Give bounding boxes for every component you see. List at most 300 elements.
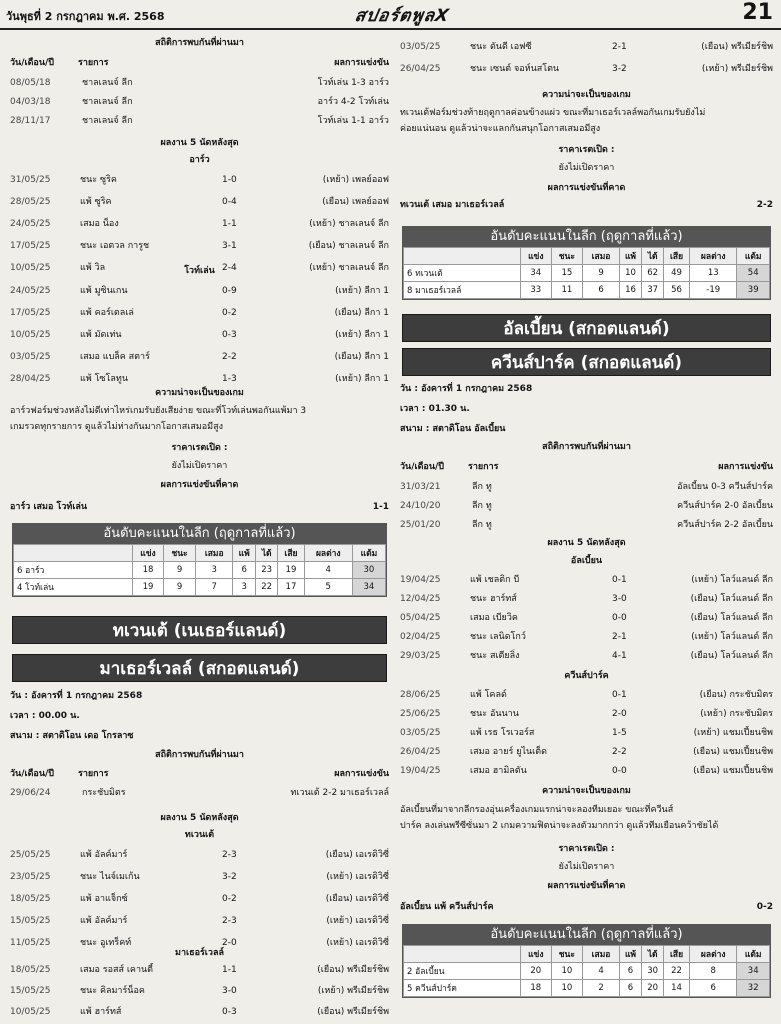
stat-cell: 2 [583, 980, 620, 997]
opponent: แพ้ มูซินเกน [80, 286, 128, 296]
opponent: แพ้ เชลติก บี [470, 575, 520, 585]
opponent: แพ้ อัลค์มาร์ [80, 850, 128, 860]
score: 1-5 [612, 728, 627, 738]
h2h-row [398, 499, 775, 513]
standings-row [14, 562, 386, 579]
header-cell: แข่ง [133, 545, 164, 562]
stat-cell: 18 [521, 980, 551, 997]
prediction-title-text: ผลการแข่งขันที่คาด [160, 480, 239, 490]
opponent: แพ้ มัดเท่น [80, 330, 122, 340]
score: 2-1 [612, 42, 627, 52]
stat-cell: 19 [133, 579, 164, 596]
stat-cell: -19 [690, 282, 737, 299]
stat-cell: 7 [196, 579, 233, 596]
opponent: ชนะ เซนต์ จอห์นสโตน [470, 64, 560, 74]
form-row [8, 914, 391, 928]
h2h-row [398, 518, 775, 532]
header-cell: ชนะ [551, 946, 583, 963]
opponent: แพ้ วิล [80, 263, 106, 273]
stat-cell: 8 [690, 963, 737, 980]
match-date: 28/06/25 [400, 690, 441, 700]
form-title-text: ผลงาน 5 นัดหลังสุด [160, 813, 239, 823]
prediction-title [8, 478, 391, 492]
match-date: 31/05/25 [10, 175, 51, 185]
team-heading [8, 153, 391, 167]
score: 3-2 [612, 64, 627, 74]
stat-cell: 6 [619, 980, 641, 997]
probability-text [398, 819, 775, 833]
form-title [8, 811, 391, 825]
match-date: 12/04/25 [400, 594, 441, 604]
opponent: ชนะ ดันดี เอฟซี [470, 42, 532, 52]
page-header [0, 0, 781, 30]
score: 0-0 [612, 766, 627, 776]
odds-value-text: ยังไม่เปิดราคา [558, 862, 615, 872]
stat-cell: 22 [256, 579, 278, 596]
prediction-title-text: ผลการแข่งขันที่คาด [547, 183, 626, 193]
form-title [398, 536, 775, 550]
opponent: ชนะ อูเทร็คท์ [80, 938, 132, 948]
opponent: เสมอ ฮามิลตัน [470, 766, 527, 776]
form-row [8, 372, 391, 386]
venue-competition: (เยือน) เพลย์ออฟ [322, 197, 389, 207]
prediction-title [398, 181, 775, 195]
form-row [398, 764, 775, 778]
stat-cell: 9 [163, 579, 195, 596]
venue-competition: (เยือน) เอเรดิวิซี่ [325, 894, 389, 904]
stat-cell: 11 [551, 282, 583, 299]
probability-title-text: ความน่าจะเป็นของเกม [542, 90, 631, 100]
stat-cell: 16 [619, 282, 641, 299]
stat-cell: 13 [690, 265, 737, 282]
match-date: 26/04/25 [400, 64, 441, 74]
probability-text-text: ทเวนเต้ฟอร์มช่วงท้ายฤดูกาลค่อนข้างแผ่ว ขณะที่มาเธอร์เวลล์พอกันเกมรับยังไม่ [400, 108, 706, 118]
header-cell: ชนะ [551, 248, 583, 265]
venue-competition: (เหย้า) ชาลเลนจ์ ลีก [309, 263, 389, 273]
probability-text-text: เกมรวดทุกรายการ ดูแล้วไม่ห่างกันมากโอกาสเสมอมีสูง [10, 422, 223, 432]
score: 2-3 [222, 916, 237, 926]
event-name: กระชับมิตร [82, 788, 126, 798]
venue-competition: (เหย้า) พรีเมียร์ชิพ [701, 64, 773, 74]
form-row [398, 726, 775, 740]
match-date: 10/05/25 [10, 330, 51, 340]
form-row [398, 630, 775, 644]
form-row [8, 328, 391, 342]
predicted-result: อัลเบี้ยน แพ้ ควีนส์ปาร์ค [400, 902, 494, 912]
probability-text-text: อัลเบี้ยนที่มาจากลีกรองอุ่นเครื่องเกมแรกน่าจะลองทีมเยอะ ขณะที่ควีนส์ [400, 805, 674, 815]
venue-competition: (เยือน) ชาลเลนจ์ ลีก [308, 241, 389, 251]
form-row [398, 592, 775, 606]
standings-row [14, 579, 386, 596]
event-name: ลีก ทู [472, 501, 492, 511]
header-cell: เสมอ [583, 248, 620, 265]
team-heading [398, 669, 775, 683]
predicted-result: อาร์ว เสมอ โวท์เล่น [10, 502, 88, 512]
opponent: เสมอ น็อง [80, 219, 119, 229]
opponent: ชนะ คิลมาร์น็อค [80, 986, 145, 996]
h2h-title-text: สถิติการพบกันที่ผ่านมา [155, 38, 244, 48]
form-title-text: ผลงาน 5 นัดหลังสุด [547, 538, 626, 548]
match-date-line [398, 382, 775, 396]
score: 2-1 [612, 632, 627, 642]
h2h-title [8, 748, 391, 762]
stat-cell: 23 [256, 562, 278, 579]
stat-cell: 34 [352, 579, 385, 596]
form-row [8, 350, 391, 364]
match-date: 25/05/25 [10, 850, 51, 860]
header-cell: ได้ [642, 248, 664, 265]
stat-cell: 6 [690, 980, 737, 997]
probability-text [398, 122, 775, 136]
opponent: เสมอ อายร์ ยูไนเต็ด [470, 747, 547, 757]
form-row [398, 62, 775, 76]
odds-title-text: ราคาเรตเปิด : [558, 844, 615, 854]
opponent: แพ้ โคลด์ [470, 690, 507, 700]
stat-cell: 22 [664, 963, 690, 980]
form-row [8, 984, 391, 998]
form-row [8, 1005, 391, 1019]
match-date: 15/05/25 [10, 916, 51, 926]
stat-cell: 34 [521, 265, 551, 282]
match-result: ทเวนเต้ 2-2 มาเธอร์เวลล์ [290, 788, 389, 798]
form-row [398, 573, 775, 587]
score: 0-4 [222, 197, 237, 207]
score: 2-0 [222, 938, 237, 948]
h2h-column-headers [8, 767, 391, 781]
form-row [398, 611, 775, 625]
h2h-column-headers [398, 460, 775, 474]
match-date: 11/05/25 [10, 938, 51, 948]
team-cell: 6 ทเวนเต้ [404, 265, 521, 282]
form-row [8, 195, 391, 209]
stat-cell: 10 [551, 980, 583, 997]
header-cell: แต้ม [737, 946, 770, 963]
probability-title [398, 88, 775, 102]
match-date: 29/03/25 [400, 651, 441, 661]
score: 2-3 [222, 850, 237, 860]
header-cell [404, 248, 521, 265]
stat-cell: 30 [352, 562, 385, 579]
match-date: 18/05/25 [10, 894, 51, 904]
match-date-line-text: วัน : อังคารที่ 1 กรกฎาคม 2568 [10, 691, 143, 701]
team-heading [8, 828, 391, 842]
col-result-header: ผลการแข่งขัน [334, 58, 389, 68]
form-row [8, 870, 391, 884]
h2h-row [8, 114, 391, 128]
stat-cell: 34 [737, 963, 770, 980]
score: 2-2 [612, 747, 627, 757]
stat-cell: 9 [163, 562, 195, 579]
col-event-header: รายการ [78, 769, 109, 779]
opponent: แพ้ อาแจ็กซ์ [80, 894, 128, 904]
prediction-title-text: ผลการแข่งขันที่คาด [547, 881, 626, 891]
event-name: ลีก ทู [472, 520, 492, 530]
stat-cell: 18 [133, 562, 164, 579]
score: 0-2 [222, 308, 237, 318]
col-result-header: ผลการแข่งขัน [334, 769, 389, 779]
team-heading-text: มาเธอร์เวลล์ [175, 948, 224, 958]
team-heading [398, 554, 775, 568]
header-cell: เสมอ [583, 946, 620, 963]
score: 1-3 [222, 374, 237, 384]
team-heading-text: อาร์ว [189, 155, 210, 165]
match-banner-home: อัลเบี้ยน (สกอตแลนด์) [402, 314, 771, 342]
score: 3-0 [222, 986, 237, 996]
venue-competition: (เยือน) กระชับมิตร [699, 690, 773, 700]
venue-competition: (เหย้า) เอเรดิวิซี่ [326, 916, 389, 926]
team-cell: 2 อัลเบี้ยน [404, 963, 521, 980]
h2h-title [398, 440, 775, 454]
header-cell: แพ้ [619, 946, 641, 963]
match-date: 17/05/25 [10, 241, 51, 251]
event-name: ลีก ทู [472, 482, 492, 492]
predicted-score: 1-1 [372, 502, 389, 512]
team-heading [8, 264, 391, 278]
stat-cell: 6 [619, 963, 641, 980]
match-date: 19/04/25 [400, 766, 441, 776]
match-venue-line-text: สนาม : สตาดิโอน อัลเบี้ยน [400, 424, 506, 434]
standings-table [402, 924, 771, 998]
venue-competition: (เหย้า) ลีกา 1 [335, 286, 389, 296]
score: 0-9 [222, 286, 237, 296]
match-date: 10/05/25 [10, 1007, 51, 1017]
opponent: ชนะ อันนาน [470, 709, 519, 719]
prediction-row [8, 500, 391, 514]
venue-competition: (เหย้า) กระชับมิตร [700, 709, 773, 719]
score: 0-3 [222, 1007, 237, 1017]
probability-text-text: อาร์วฟอร์มช่วงหลังไม่ดีเท่าไหร่เกมรับยังเสียง่าย ขณะที่โวท์เล่นพอกันแพ้มา 3 [10, 406, 307, 416]
stat-cell: 33 [521, 282, 551, 299]
header-cell [14, 545, 133, 562]
venue-competition: (เหย้า) เอเรดิวิซี่ [326, 872, 389, 882]
standings-table [12, 523, 387, 597]
opponent: แพ้ คอร์เตลเล่ [80, 308, 134, 318]
probability-text [8, 420, 391, 434]
score: 3-2 [222, 872, 237, 882]
opponent: ชนะ ซูริค [80, 175, 117, 185]
prediction-row [398, 900, 775, 914]
col-result-header: ผลการแข่งขัน [718, 462, 773, 472]
opponent: ชนะ เลนิดโกว์ [470, 632, 526, 642]
venue-competition: (เหย้า) โลว์แลนด์ ลีก [691, 632, 773, 642]
predicted-result: ทเวนเต้ เสมอ มาเธอร์เวลล์ [400, 200, 505, 210]
match-result: โวท์เล่น 1-3 อาร์ว [317, 78, 389, 88]
match-date: 28/04/25 [10, 374, 51, 384]
opponent: แพ้ อัลค์มาร์ [80, 916, 128, 926]
match-date: 10/05/25 [10, 263, 51, 273]
probability-text [398, 803, 775, 817]
standings-table-title: อันดับคะแนนในลีก (ฤดูกาลที่แล้ว) [13, 524, 386, 544]
match-venue-line [398, 422, 775, 436]
match-result: โวท์เล่น 1-1 อาร์ว [317, 116, 389, 126]
team-heading-text: ทเวนเต้ [184, 830, 215, 840]
odds-title [398, 143, 775, 157]
probability-text [398, 106, 775, 120]
score: 2-0 [612, 709, 627, 719]
stat-cell: 6 [583, 282, 620, 299]
match-date: 24/05/25 [10, 219, 51, 229]
team-heading-text: ควีนส์ปาร์ค [564, 671, 609, 681]
stat-cell: 56 [664, 282, 690, 299]
venue-competition: (เหย้า) เพลย์ออฟ [322, 175, 389, 185]
match-result: ควีนส์ปาร์ค 2-0 อัลเบี้ยน [677, 501, 773, 511]
standings-table [402, 226, 771, 300]
match-date: 17/05/25 [10, 308, 51, 318]
standings-table-title: อันดับคะแนนในลีก (ฤดูกาลที่แล้ว) [403, 925, 770, 945]
header-cell: แพ้ [233, 545, 256, 562]
stat-cell: 39 [737, 282, 770, 299]
probability-text-text: ปาร์ค ลงเล่นพรีซีซั่นมา 2 เกมความฟิตน่าจะลงตัวมากกว่า ดูแล้วทีมเยือนคว้าชัยได้ [400, 821, 719, 831]
event-name: ชาลเลนจ์ ลีก [82, 78, 133, 88]
venue-competition: (เยือน) แชมเปี้ยนชิพ [693, 766, 773, 776]
venue-competition: (เหย้า) ชาลเลนจ์ ลีก [309, 219, 389, 229]
h2h-row [8, 786, 391, 800]
venue-competition: (เหย้า) แชมเปี้ยนชิพ [693, 728, 773, 738]
match-date: 03/05/25 [400, 728, 441, 738]
stat-cell: 62 [642, 265, 664, 282]
col-event-header: รายการ [468, 462, 499, 472]
match-date: 26/04/25 [400, 747, 441, 757]
odds-title-text: ราคาเรตเปิด : [171, 443, 228, 453]
prediction-row [398, 198, 775, 212]
header-cell: ชนะ [163, 545, 195, 562]
match-time-line [8, 709, 391, 723]
col-date-header: วัน/เดือน/ปี [10, 58, 54, 68]
score: 4-1 [612, 651, 627, 661]
form-row [398, 745, 775, 759]
match-time-line-text: เวลา : 01.30 น. [400, 404, 470, 414]
form-row [398, 707, 775, 721]
header-cell: ได้ [642, 946, 664, 963]
match-date: 05/04/25 [400, 613, 441, 623]
right-column [398, 36, 775, 1024]
score: 0-1 [612, 575, 627, 585]
form-row [8, 963, 391, 977]
match-time-line [398, 402, 775, 416]
stat-cell: 9 [583, 265, 620, 282]
probability-title [8, 386, 391, 400]
venue-competition: (เยือน) ลีกา 1 [334, 308, 389, 318]
venue-competition: (เยือน) พรีเมียร์ชิพ [317, 965, 389, 975]
odds-value [8, 459, 391, 473]
issue-date: วันพุธที่ 2 กรกฎาคม พ.ศ. 2568 [6, 10, 165, 23]
venue-competition: (เยือน) โลว์แลนด์ ลีก [690, 651, 773, 661]
opponent: ชนะ เอตวล การูช [80, 241, 150, 251]
match-result: อัลเบี้ยน 0-3 ควีนส์ปาร์ค [677, 482, 773, 492]
venue-competition: (เหย้า) ลีกา 1 [335, 374, 389, 384]
header-cell: ผลต่าง [304, 545, 352, 562]
venue-competition: (เหย้า) ลีกา 1 [335, 330, 389, 340]
match-time-line-text: เวลา : 00.00 น. [10, 711, 80, 721]
stat-cell: 20 [642, 980, 664, 997]
form-title [8, 136, 391, 150]
team-heading-text: โวท์เล่น [184, 266, 215, 276]
team-heading [8, 946, 391, 960]
stat-cell: 20 [521, 963, 551, 980]
header-cell [404, 946, 521, 963]
h2h-column-headers [8, 56, 391, 70]
form-row [8, 848, 391, 862]
match-date: 25/01/20 [400, 520, 441, 530]
stat-cell: 4 [583, 963, 620, 980]
opponent: ชนะ ไนจ์เมเก้น [80, 872, 140, 882]
match-date-line [8, 689, 391, 703]
score: 1-1 [222, 965, 237, 975]
stat-cell: 6 [233, 562, 256, 579]
match-date: 24/10/20 [400, 501, 441, 511]
stat-cell: 14 [664, 980, 690, 997]
odds-title [398, 842, 775, 856]
venue-competition: (เหย้า) โลว์แลนด์ ลีก [691, 575, 773, 585]
publication-logo: สปอร์ตพูลX [353, 6, 451, 26]
match-date: 03/05/25 [10, 352, 51, 362]
header-cell: แข่ง [521, 248, 551, 265]
match-result: ควีนส์ปาร์ค 2-2 อัลเบี้ยน [677, 520, 773, 530]
match-date: 04/03/18 [10, 97, 51, 107]
venue-competition: (เหย้า) พรีเมียร์ชิพ [317, 986, 389, 996]
match-date: 25/06/25 [400, 709, 441, 719]
stat-cell: 3 [196, 562, 233, 579]
stat-cell: 3 [233, 579, 256, 596]
team-cell: 6 อาร์ว [14, 562, 133, 579]
opponent: แพ้ ซูริค [80, 197, 112, 207]
match-date: 19/04/25 [400, 575, 441, 585]
h2h-title [8, 36, 391, 50]
header-cell: แต้ม [352, 545, 385, 562]
probability-title-text: ความน่าจะเป็นของเกม [155, 388, 244, 398]
match-date: 15/05/25 [10, 986, 51, 996]
match-date: 31/03/21 [400, 482, 441, 492]
standings-row [404, 265, 770, 282]
header-cell: เสีย [278, 545, 304, 562]
score: 3-1 [222, 241, 237, 251]
left-column [8, 36, 391, 1024]
venue-competition: (เยือน) โลว์แลนด์ ลีก [690, 613, 773, 623]
form-row [8, 239, 391, 253]
match-banner-away: มาเธอร์เวลล์ (สกอตแลนด์) [12, 654, 387, 682]
h2h-row [398, 480, 775, 494]
match-date: 28/05/25 [10, 197, 51, 207]
probability-text-text: ค่อยแน่นอน ดูแล้วน่าจะแลกกันสนุกโอกาสเสมอมีสูง [400, 124, 601, 134]
stat-cell: 30 [642, 963, 664, 980]
stat-cell: 10 [551, 963, 583, 980]
predicted-score: 0-2 [756, 902, 773, 912]
score: 0-2 [222, 894, 237, 904]
col-date-header: วัน/เดือน/ปี [10, 769, 54, 779]
match-date: 08/05/18 [10, 78, 51, 88]
venue-competition: (เยือน) โลว์แลนด์ ลีก [690, 594, 773, 604]
score: 1-1 [222, 219, 237, 229]
probability-title-text: ความน่าจะเป็นของเกม [542, 786, 631, 796]
odds-title [8, 441, 391, 455]
header-cell: ได้ [256, 545, 278, 562]
odds-value [398, 860, 775, 874]
team-cell: 4 โวท์เล่น [14, 579, 133, 596]
team-heading-text: อัลเบี้ยน [570, 556, 603, 566]
match-date: 02/04/25 [400, 632, 441, 642]
match-date: 03/05/25 [400, 42, 441, 52]
stat-cell: 19 [278, 562, 304, 579]
standings-table-title: อันดับคะแนนในลีก (ฤดูกาลที่แล้ว) [403, 227, 770, 247]
odds-value-text: ยังไม่เปิดราคา [171, 461, 228, 471]
match-date: 24/05/25 [10, 286, 51, 296]
venue-competition: (เยือน) ลีกา 1 [334, 352, 389, 362]
predicted-score: 2-2 [756, 200, 773, 210]
opponent: เสมอ แบล็ค สตาร์ [80, 352, 150, 362]
event-name: ชาลเลนจ์ ลีก [82, 97, 133, 107]
stat-cell: 4 [304, 562, 352, 579]
header-cell: เสีย [664, 248, 690, 265]
